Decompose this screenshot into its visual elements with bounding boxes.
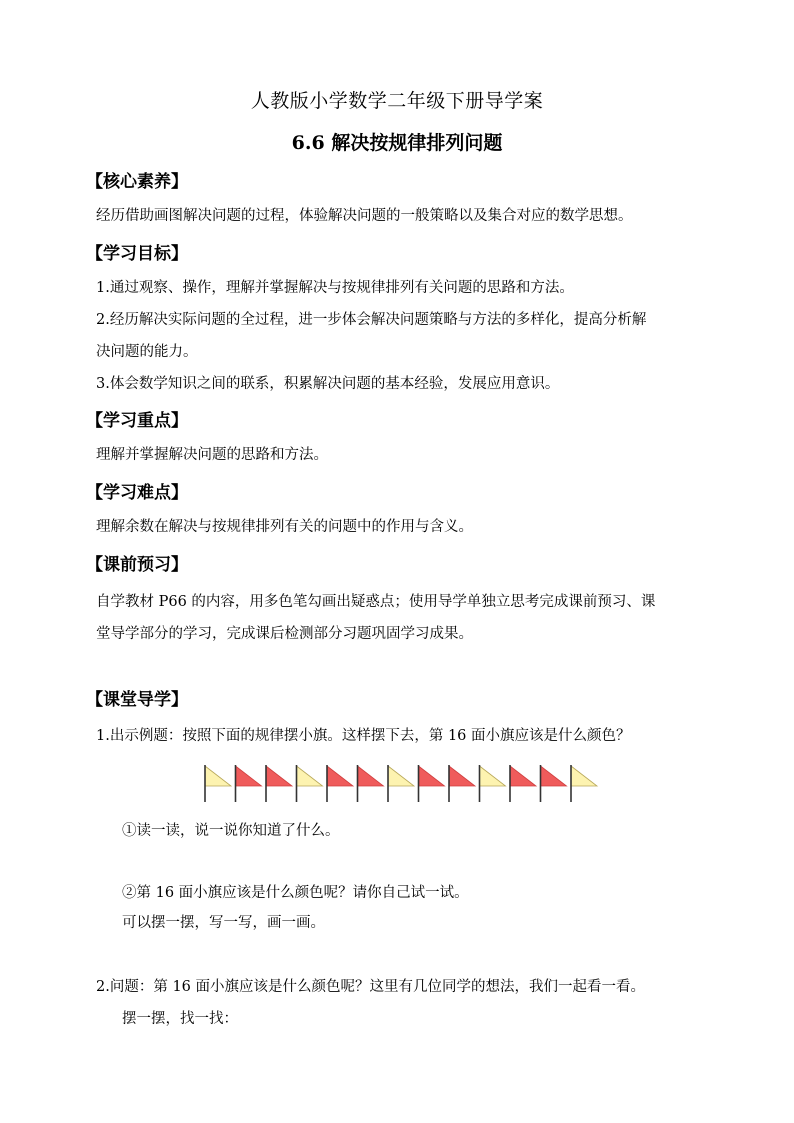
lesson-title: 6.6 解决按规律排列问题 — [291, 132, 503, 154]
preview-line-1: 自学教材 P66 的内容，用多色笔勾画出疑惑点；使用导学单独立思考完成课前预习、课 — [96, 594, 656, 610]
flag-yellow — [388, 765, 414, 802]
difficulty-text: 理解余数在解决与按规律排列有关的问题中的作用与含义。 — [96, 519, 473, 535]
question-1-step-a: ①读一读，说一说你知道了什么。 — [122, 823, 340, 839]
question-1: 1.出示例题：按照下面的规律摆小旗。这样摆下去，第 16 面小旗应该是什么颜色？ — [96, 728, 631, 744]
flag-red — [510, 765, 536, 802]
document-title: 人教版小学数学二年级下册导学案 — [250, 90, 544, 112]
core-text: 经历借助画图解决问题的过程，体验解决问题的一般策略以及集合对应的数学思想。 — [96, 208, 633, 224]
flag-yellow — [571, 765, 597, 802]
goal-item-2: 2.经历解决实际问题的全过程，进一步体会解决问题策略与方法的多样化，提高分析解 — [96, 312, 647, 328]
flag-yellow — [480, 765, 506, 802]
goal-item-3: 3.体会数学知识之间的联系，积累解决问题的基本经验，发展应用意识。 — [96, 376, 560, 392]
heading-difficulty: 【学习难点】 — [86, 483, 188, 503]
question-1-hint: 可以摆一摆，写一写，画一画。 — [122, 915, 325, 931]
goal-item-1: 1.通过观察、操作，理解并掌握解决与按规律排列有关问题的思路和方法。 — [96, 280, 574, 296]
heading-goals: 【学习目标】 — [86, 244, 188, 264]
question-2-step-a: 摆一摆，找一找： — [122, 1011, 238, 1027]
heading-key: 【学习重点】 — [86, 411, 188, 431]
goal-item-2-cont: 决问题的能力。 — [96, 344, 198, 360]
heading-guide: 【课堂导学】 — [86, 690, 188, 710]
flag-red — [419, 765, 445, 802]
flag-red — [327, 765, 353, 802]
question-2: 2.问题：第 16 面小旗应该是什么颜色呢？这里有几位同学的想法，我们一起看一看。 — [96, 979, 646, 995]
flag-red — [266, 765, 292, 802]
flag-yellow — [205, 765, 231, 802]
flag-red — [541, 765, 567, 802]
heading-core: 【核心素养】 — [86, 172, 188, 192]
flag-red — [449, 765, 475, 802]
flag-red — [236, 765, 262, 802]
heading-preview: 【课前预习】 — [86, 555, 188, 575]
flag-sequence — [203, 764, 603, 804]
flag-yellow — [297, 765, 323, 802]
preview-line-2: 堂导学部分的学习，完成课后检测部分习题巩固学习成果。 — [96, 626, 473, 642]
key-text: 理解并掌握解决问题的思路和方法。 — [96, 447, 328, 463]
question-1-step-b: ②第 16 面小旗应该是什么颜色呢？请你自己试一试。 — [122, 885, 469, 901]
flag-red — [358, 765, 384, 802]
